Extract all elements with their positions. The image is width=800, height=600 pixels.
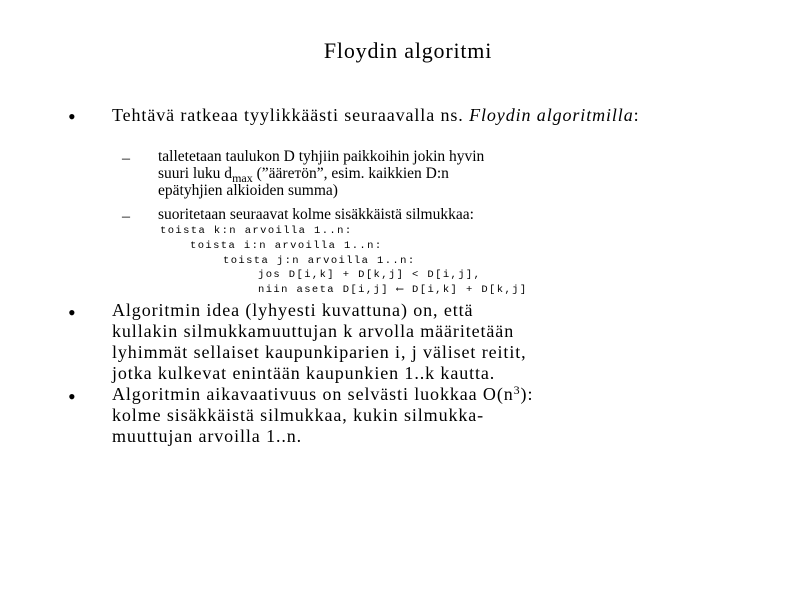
- bullet-3-line-1-pre: Algoritmin aikavaativuus on selvästi luokkaa O(n: [112, 384, 514, 404]
- bullet-3-line-1-post: ):: [520, 384, 534, 404]
- bullet-2-line-3: lyhimmät sellaiset kaupunkiparien i, j väliset reitit,: [112, 342, 527, 362]
- code-line-1: toista k:n arvoilla 1..n:: [160, 225, 353, 237]
- subitem-2-text: suoritetaan seuraavat kolme sisäkkäistä silmukkaa:: [158, 206, 474, 223]
- subitem-1-text: [158, 148, 758, 199]
- bullet-2-line-1: Algoritmin idea (lyhyesti kuvattuna) on, että: [112, 300, 474, 320]
- slide-title: Floydin algoritmi: [323, 38, 493, 63]
- bullet-marker: •: [68, 384, 76, 409]
- subitem-1-dmax-sub: max: [232, 171, 253, 185]
- subitem-1-line-3: epätyhjien alkioiden summa): [158, 182, 338, 199]
- bullet-2-line-4: jotka kulkevat enintään kaupunkien 1..k kautta.: [112, 363, 496, 383]
- subitem-1-line-1: talletetaan taulukon D tyhjiin paikkoihin jokin hyvin: [158, 148, 485, 165]
- code-line-4: jos D[i,k] + D[k,j] < D[i,j],: [258, 269, 482, 281]
- bullet-3-text: [112, 384, 752, 447]
- bullet-3-line-3: muuttujan arvoilla 1..n.: [112, 426, 303, 446]
- subitem-1-line-2-post: (”äärетön”, esim. kaikkien D:n: [252, 165, 449, 182]
- bullet-3-line-2: kolme sisäkkäistä silmukkaa, kukin silmukka-: [112, 405, 485, 425]
- subitem-1-line-2-pre: suuri luku d: [158, 165, 233, 182]
- bullet-1-text: [112, 105, 752, 126]
- code-line-2: toista i:n arvoilla 1..n:: [190, 240, 383, 252]
- bullet-marker: •: [68, 104, 76, 129]
- bullet-1-text-post: :: [633, 105, 640, 125]
- bullet-3-line-1: [112, 384, 752, 405]
- bullet-1-text-italic: Floydin algoritmilla: [469, 105, 634, 125]
- subitem-1-line-2: [158, 165, 758, 185]
- subitem-marker: –: [122, 208, 130, 225]
- code-line-3: toista j:n arvoilla 1..n:: [223, 255, 416, 267]
- bullet-marker: •: [68, 300, 76, 325]
- bullet-1-text-pre: Tehtävä ratkeaa tyylikkäästi seuraavalla ns.: [112, 105, 470, 125]
- bullet-3-exponent: 3: [513, 383, 521, 397]
- bullet-2-line-2: kullakin silmukkamuuttujan k arvolla määritetään: [112, 321, 515, 341]
- code-line-5: niin aseta D[i,j] ⟵ D[i,k] + D[k,j]: [258, 284, 528, 296]
- subitem-marker: –: [122, 150, 130, 167]
- bullet-2-text: [112, 300, 752, 384]
